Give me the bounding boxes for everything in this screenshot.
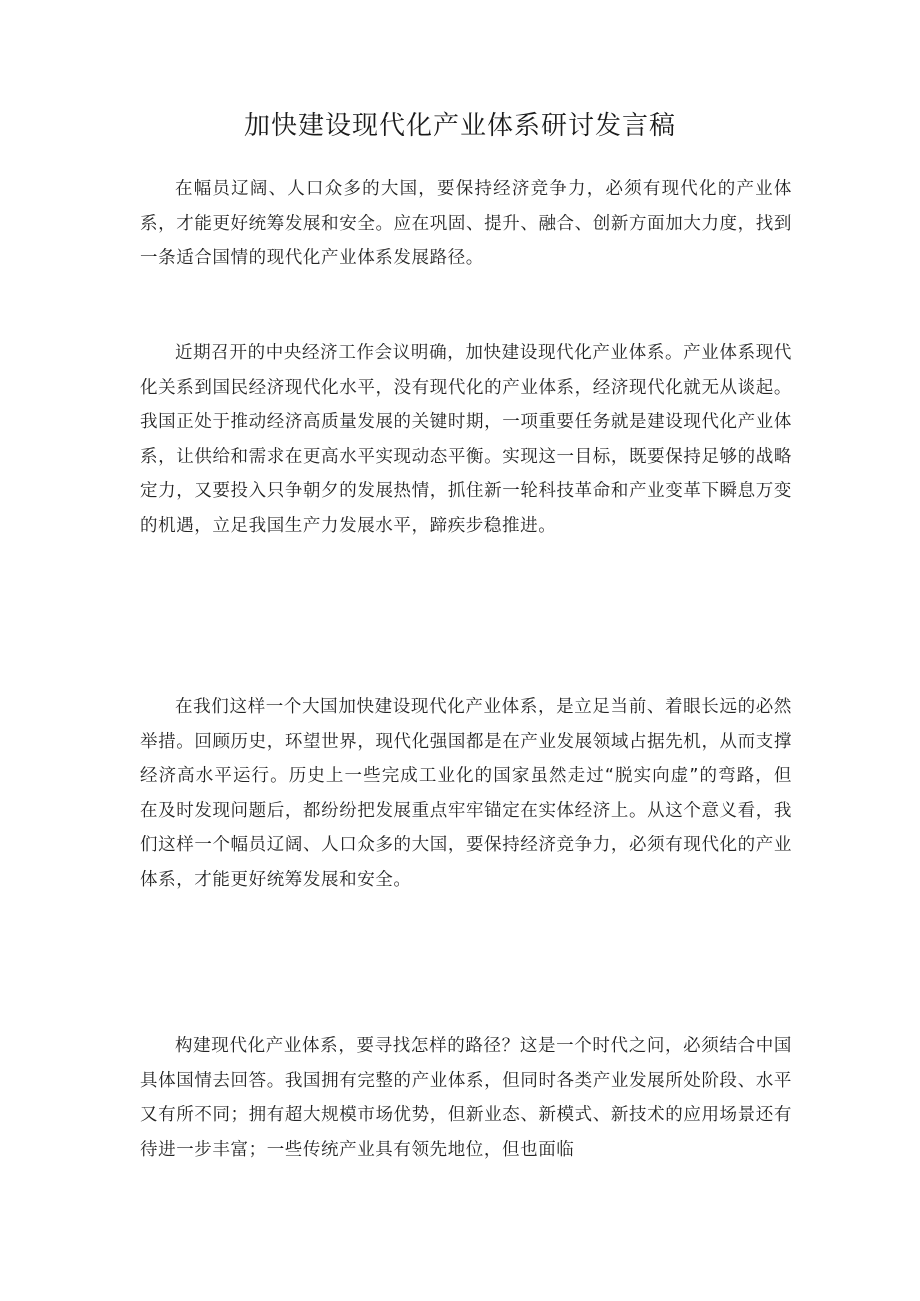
document-title: 加快建设现代化产业体系研讨发言稿 [243,111,676,141]
body-paragraph-2: 近期召开的中央经济工作会议明确，加快建设现代化产业体系。产业体系现代化关系到国民经济现代化水平，没有现代化的产业体系，经济现代化就无从谈起。我国正处于推动经济高质量发展的关键时期，一项重要任务就是建设现代化产业体系，让供给和需求在更高水平实现动态平衡。实现这一目标，既要保持足够的战略定力，又要投入只争朝夕的发展热情，抓住新一轮科技革命和产业变革下瞬息万变的机遇，立足我国生产力发展水平，蹄疾步稳推进。 [140,343,792,536]
body-paragraph-1: 在幅员辽阔、人口众多的大国，要保持经济竞争力，必须有现代化的产业体系，才能更好统筹发展和安全。应在巩固、提升、融合、创新方面加大力度，找到一条适合国情的现代化产业体系发展路径。 [140,179,792,269]
body-paragraph-4: 构建现代化产业体系，要寻找怎样的路径？这是一个时代之问，必须结合中国具体国情去回答。我国拥有完整的产业体系，但同时各类产业发展所处阶段、水平又有所不同；拥有超大规模市场优势，但新业态、新模式、新技术的应用场景还有待进一步丰富；一些传统产业具有领先地位，但也面临 [140,1036,792,1160]
body-paragraph-3: 在我们这样一个大国加快建设现代化产业体系，是立足当前、着眼长远的必然举措。回顾历史，环望世界，现代化强国都是在产业发展领域占据先机，从而支撑经济高水平运行。历史上一些完成工业化的国家虽然走过“脱实向虚”的弯路，但在及时发现问题后，都纷纷把发展重点牢牢锚定在实体经济上。从这个意义看，我们这样一个幅员辽阔、人口众多的大国，要保持经济竞争力，必须有现代化的产业体系，才能更好统筹发展和安全。 [140,697,792,890]
